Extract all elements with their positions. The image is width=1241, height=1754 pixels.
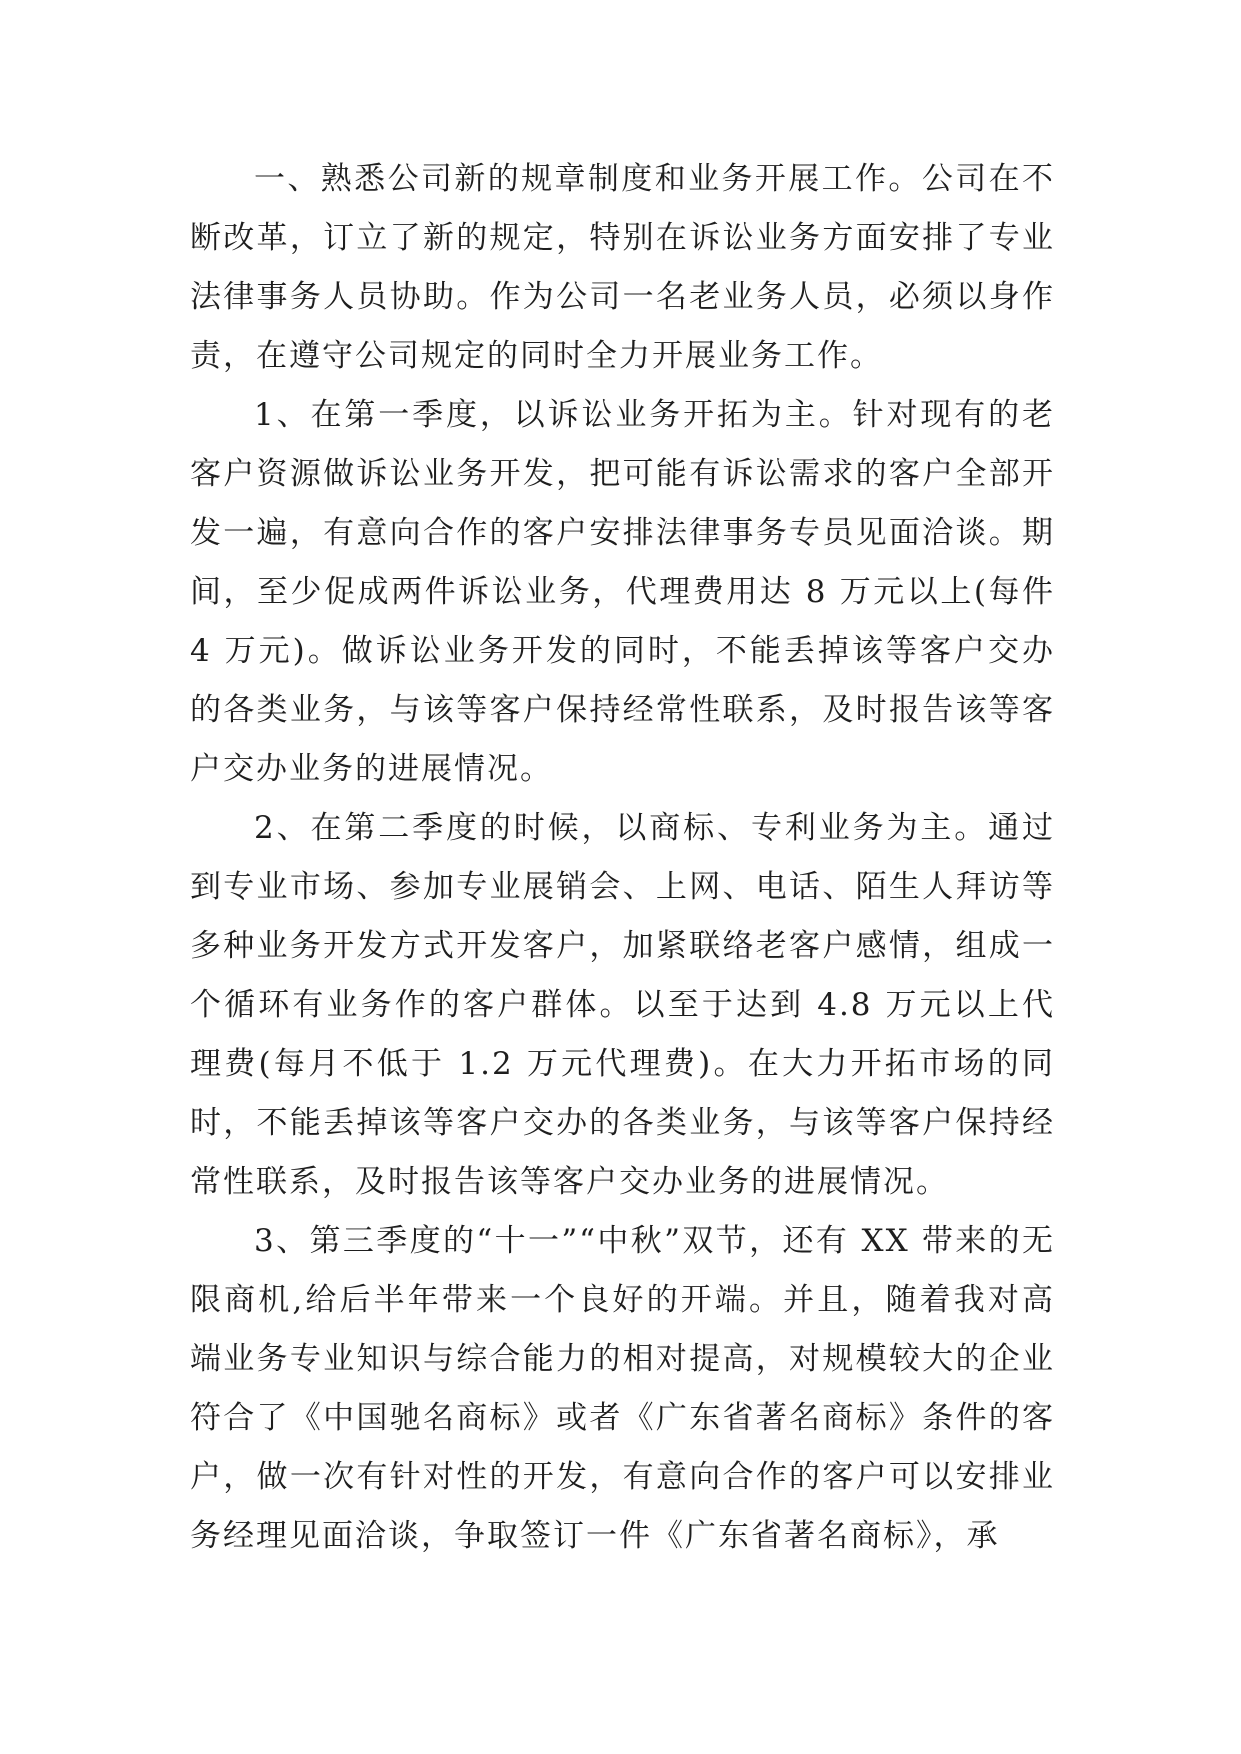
paragraph-q2: 2、在第二季度的时候，以商标、专利业务为主。通过到专业市场、参加专业展销会、上网、电话、陌生人拜访等多种业务开发方式开发客户，加紧联络老客户感情，组成一个循环有业务作的客户群体。以至于达到 4.8 万元以上代理费(每月不低于 1.2 万元代理费)。在大力开拓市场的同时，不能丢掉该等客户交办的各类业务，与该等客户保持经常性联系，及时报告该等客户交办业务的进展情况。 [190, 810, 1055, 1200]
paragraph-q3: 3、第三季度的“十一”“中秋”双节，还有 XX 带来的无限商机,给后半年带来一个良好的开端。并且，随着我对高端业务专业知识与综合能力的相对提高，对规模较大的企业符合了《中国驰名商标》或者《广东省著名商标》条件的客户，做一次有针对性的开发，有意向合作的客户可以安排业务经理见面洽谈，争取签订一件《广东省著名商标》，承 [190, 1223, 1055, 1554]
paragraph-intro: 一、熟悉公司新的规章制度和业务开展工作。公司在不断改革，订立了新的规定，特别在诉讼业务方面安排了专业法律事务人员协助。作为公司一名老业务人员，必须以身作责，在遵守公司规定的同时全力开展业务工作。 [190, 161, 1055, 374]
paragraph-q1: 1、在第一季度，以诉讼业务开拓为主。针对现有的老客户资源做诉讼业务开发，把可能有诉讼需求的客户全部开发一遍，有意向合作的客户安排法律事务专员见面洽谈。期间，至少促成两件诉讼业务，代理费用达 8 万元以上(每件 4 万元)。做诉讼业务开发的同时，不能丢掉该等客户交办的各类业务，与该等客户保持经常性联系，及时报告该等客户交办业务的进展情况。 [190, 397, 1055, 787]
document-body [190, 150, 1055, 1566]
